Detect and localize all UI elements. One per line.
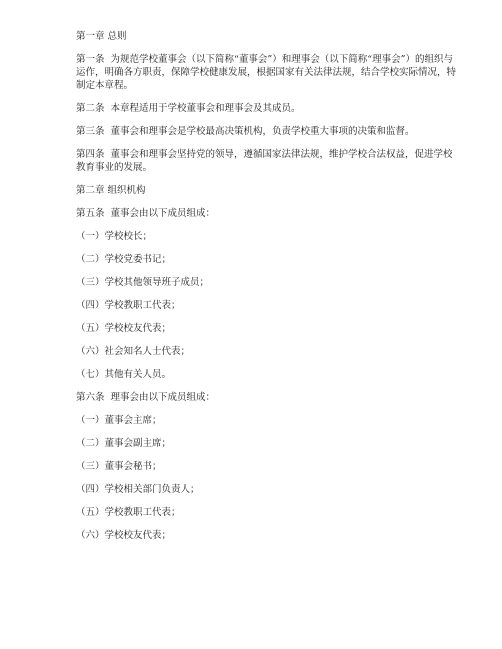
list-item: （六）学校校友代表；	[76, 530, 172, 541]
chapter-heading: 第一章 总则	[76, 31, 127, 42]
list-item: （三）董事会秘书；	[76, 461, 162, 472]
list-item: （五）学校校友代表；	[76, 323, 172, 334]
article-paragraph: 第五条 董事会由以下成员组成：	[76, 208, 216, 219]
article-paragraph: 第四条 董事会和理事会坚持党的领导，遵循国家法律法规，维护学校合法权益，促进学校教育事业的发展。	[76, 149, 453, 173]
article-paragraph: 第三条 董事会和理事会是学校最高决策机构，负责学校重大事项的决策和监督。	[76, 126, 415, 137]
list-item: （五）学校教职工代表；	[76, 507, 181, 518]
list-item: （七）其他有关人员。	[76, 369, 172, 380]
list-item: （三）学校其他领导班子成员；	[76, 277, 210, 288]
list-item: （一）董事会主席；	[76, 415, 162, 426]
article-paragraph: 第一条 为规范学校董事会（以下简称“董事会”）和理事会（以下简称“理事会”）的组织与运作，明确各方职责，保障学校健康发展，根据国家有关法律法规，结合学校实际情况，特制定本章程。	[76, 54, 457, 91]
list-item: （一）学校校长；	[76, 231, 153, 242]
document-body	[76, 30, 456, 552]
list-item: （二）董事会副主席；	[76, 438, 172, 449]
article-paragraph: 第六条 理事会由以下成员组成：	[76, 392, 216, 403]
list-item: （六）社会知名人士代表；	[76, 346, 191, 357]
list-item: （二）学校党委书记；	[76, 254, 172, 265]
list-item: （四）学校教职工代表；	[76, 300, 181, 311]
article-paragraph: 第二条 本章程适用于学校董事会和理事会及其成员。	[76, 103, 301, 114]
chapter-heading: 第二章 组织机构	[76, 185, 146, 196]
list-item: （四）学校相关部门负责人；	[76, 484, 200, 495]
